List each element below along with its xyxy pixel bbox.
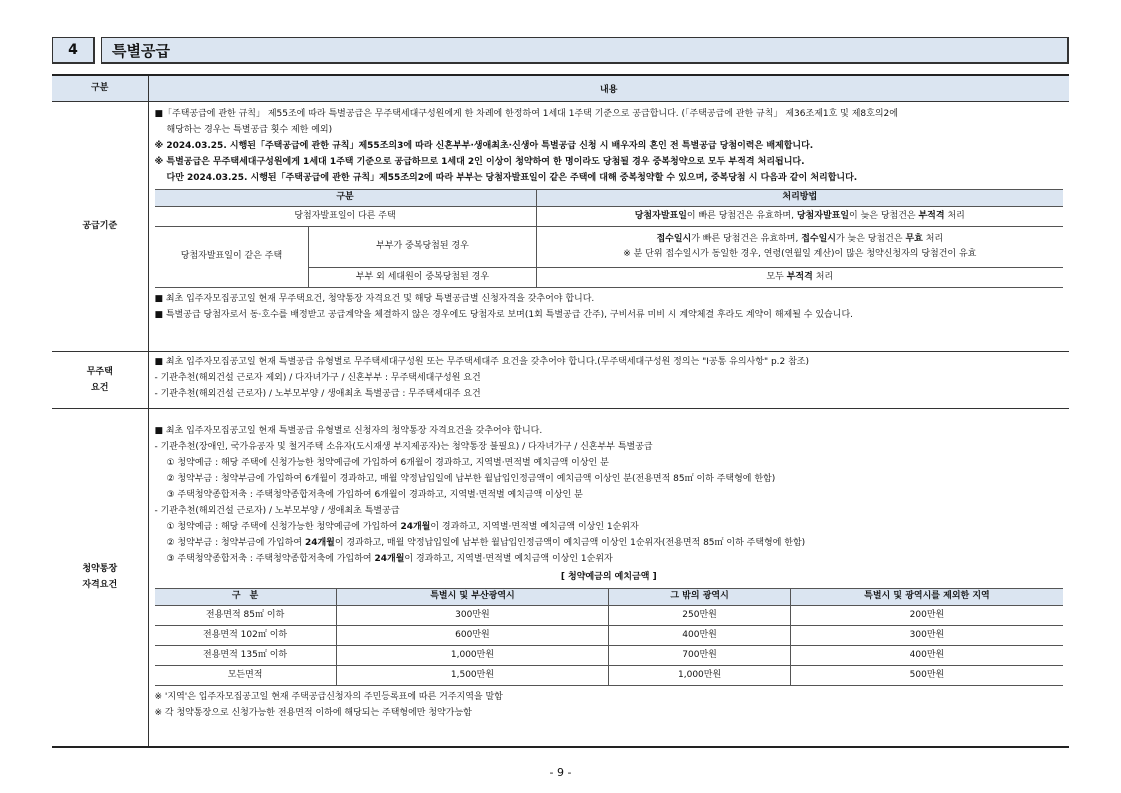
deposit-table-title: [ 청약예금의 예치금액 ] <box>560 571 657 582</box>
text: ② 청약부금 : 청약부금에 가입하여 24개월이 경과하고, 매월 약정납입일에 납부한 월납입인정금액이 예치금액 이상인 1순위자(전용면적 85㎡ 이하 주택형에 한함) <box>166 537 806 548</box>
header-category: 구분 <box>52 75 148 101</box>
col-header: 처리방법 <box>536 189 1063 206</box>
col-header: 특별시 및 광역시를 제외한 지역 <box>790 588 1063 605</box>
text: ③ 주택청약종합저축 : 주택청약종합저축에 가입하여 24개월이 경과하고, 지역별·면적별 예치금액 이상인 1순위자 <box>166 553 613 564</box>
col-header: 구분 <box>155 189 537 206</box>
text: ■ 최초 입주자모집공고일 현재 특별공급 유형별로 신청자의 청약통장 자격요건을 갖추어야 합니다. <box>154 425 543 436</box>
section-number: 4 <box>52 37 95 64</box>
text: ① 청약예금 : 해당 주택에 신청가능한 청약예금에 가입하여 24개월이 경과하고, 지역별·면적별 예치금액 이상인 1순위자 <box>166 521 639 532</box>
text: ■ 최초 입주자모집공고일 현재 무주택요건, 청약통장 자격요건 및 해당 특별공급별 신청자격을 갖추어야 합니다. <box>154 293 595 304</box>
section-title: 특별공급 <box>101 37 1069 64</box>
col-header: 그 밖의 광역시 <box>609 588 791 605</box>
cell: 부부가 중복당첨된 경우 <box>309 226 536 267</box>
row-account <box>52 408 1069 747</box>
text: ※ 특별공급은 무주택세대구성원에게 1세대 1주택 기준으로 공급하므로 1세대 2인 이상이 청약하여 한 명이라도 당첨될 경우 중복청약으로 모두 부적격 처리됩니다. <box>154 156 805 167</box>
text: - 기관추천(해외건설 근로자 제외) / 다자녀가구 / 신혼부부 : 무주택세대구성원 요건 <box>154 372 481 383</box>
deposit-table <box>155 588 1064 686</box>
cell: 당첨자발표일이 다른 주택 <box>155 206 537 226</box>
text: 해당하는 경우는 특별공급 횟수 제한 예외) <box>166 124 333 135</box>
text: ■ 특별공급 당첨자로서 동·호수를 배정받고 공급계약을 체결하지 않은 경우에도 당첨자로 보며(1회 특별공급 간주), 구비서류 미비 시 계약체결 후라도 계약이 해제될 수 있습니다. <box>154 309 853 320</box>
col-header: 특별시 및 부산광역시 <box>336 588 609 605</box>
text: ■ 최초 입주자모집공고일 현재 특별공급 유형별로 무주택세대구성원 또는 무주택세대주 요건을 갖추어야 합니다.(무주택세대구성원 정의는 "Ⅰ공통 유의사항" p.2 참조) <box>154 356 810 367</box>
note: ※ '지역'은 입주자모집공고일 현재 주택공급신청자의 주민등록표에 따른 거주지역을 말함 <box>154 691 503 702</box>
table-row: 모든면적 1,500만원 1,000만원 500만원 <box>155 665 1064 685</box>
special-supply-table <box>52 74 1069 748</box>
text: ② 청약부금 : 청약부금에 가입하여 6개월이 경과하고, 매월 약정납입일에 납부한 월납입인정금액이 예치금액 이상인 분(전용면적 85㎡ 이하 주택형에 한함) <box>166 473 776 484</box>
text: ① 청약예금 : 해당 주택에 신청가능한 청약예금에 가입하여 6개월이 경과하고, 지역별·면적별 예치금액 이상인 분 <box>166 457 609 468</box>
col-header: 구 분 <box>155 588 337 605</box>
text: ※ 2024.03.25. 시행된「주택공급에 관한 규칙」제55조의3에 따라 신혼부부·생애최초·신생아 특별공급 신청 시 배우자의 혼인 전 특별공급 당첨이력은 배제합니다. <box>154 140 814 151</box>
header-content: 내용 <box>148 75 1069 101</box>
cell: 당첨자발표일이 빠른 당첨건은 유효하며, 당첨자발표일이 늦은 당첨건은 부적격 처리 <box>536 206 1063 226</box>
row-no-house <box>52 351 1069 408</box>
cell: 접수일시가 빠른 당첨건은 유효하며, 접수일시가 늦은 당첨건은 무효 처리 ※ 분 단위 접수일시가 동일한 경우, 연령(연월일 계산)이 많은 청약신청자의 당첨건이 유효 <box>536 226 1063 267</box>
row-supply-criteria <box>52 101 1069 351</box>
table-row: 전용면적 135㎡ 이하 1,000만원 700만원 400만원 <box>155 645 1064 665</box>
cell: 모두 부적격 처리 <box>536 267 1063 287</box>
table-row: 전용면적 102㎡ 이하 600만원 400만원 300만원 <box>155 625 1064 645</box>
text: - 기관추천(해외건설 근로자) / 노부모부양 / 생애최초 특별공급 : 무주택세대주 요건 <box>154 388 481 399</box>
text: ③ 주택청약종합저축 : 주택청약종합저축에 가입하여 6개월이 경과하고, 지역별·면적별 예치금액 이상인 분 <box>166 489 583 500</box>
text: ■「주택공급에 관한 규칙」 제55조에 따라 특별공급은 무주택세대구성원에게 한 차례에 한정하여 1세대 1주택 기준으로 공급합니다. (「주택공급에 관한 규칙」 제36조제1호 및 제8호의2에 <box>154 108 898 119</box>
text: - 기관추천(해외건설 근로자) / 노부모부양 / 생애최초 특별공급 <box>154 505 400 516</box>
nohouse-label: 무주택 요건 <box>52 351 148 408</box>
text: - 기관추천(장애인, 국가유공자 및 철거주택 소유자(도시재생 부지제공자)는 청약통장 불필요) / 다자녀가구 / 신혼부부 특별공급 <box>154 441 653 452</box>
supply-label: 공급기준 <box>52 101 148 351</box>
cell: 당첨자발표일이 같은 주택 <box>155 226 309 287</box>
note: ※ 각 청약통장으로 신청가능한 전용면적 이하에 해당되는 주택형에만 청약가능함 <box>154 707 472 718</box>
account-label: 청약통장 자격요건 <box>52 408 148 747</box>
text: 다만 2024.03.25. 시행된「주택공급에 관한 규칙」제55조의2에 따라 부부는 당첨자발표일이 같은 주택에 대해 중복청약할 수 있으며, 중복당첨 시 다음과 같이 처리합니다. <box>166 172 858 183</box>
duplicate-win-table <box>155 189 1064 288</box>
page-number: - 9 - <box>549 766 572 779</box>
cell: 부부 외 세대원이 중복당첨된 경우 <box>309 267 536 287</box>
table-row: 전용면적 85㎡ 이하 300만원 250만원 200만원 <box>155 605 1064 625</box>
